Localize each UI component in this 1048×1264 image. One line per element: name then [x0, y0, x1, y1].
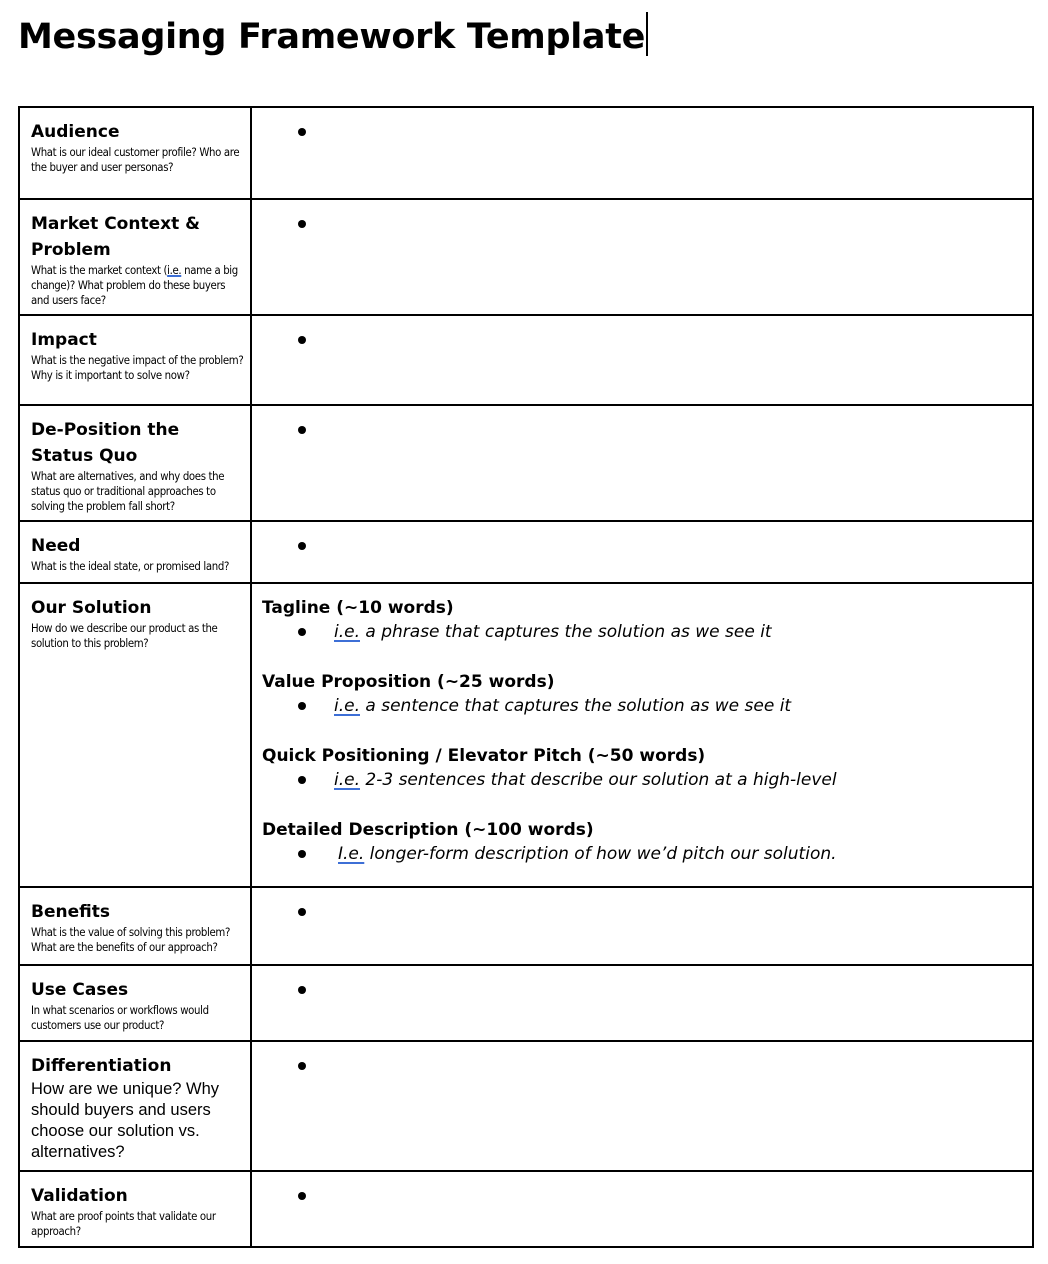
row-description-pre: What is the market context (: [31, 264, 168, 277]
bullet-text: longer-form description of how we’d pitch our solution.: [364, 844, 837, 864]
table-row-status-quo: [19, 405, 1033, 521]
document-title-text[interactable]: Messaging Framework Template: [18, 17, 646, 57]
content-cell-status-quo[interactable]: [251, 405, 1033, 521]
row-description: How do we describe our product as the solution to this problem?: [31, 622, 218, 650]
bullet-icon: [298, 850, 306, 858]
row-title: Market Context & Problem: [31, 214, 200, 260]
label-cell-differentiation[interactable]: [19, 1041, 251, 1171]
solution-section-detailed-description: [262, 818, 1022, 866]
table-row-market-context: [19, 199, 1033, 315]
bullet-item[interactable]: [262, 328, 1022, 352]
bullet-item[interactable]: [262, 842, 1022, 866]
content-cell-audience[interactable]: [251, 107, 1033, 199]
label-cell-status-quo[interactable]: [19, 405, 251, 521]
bullet-icon: [298, 1062, 306, 1070]
row-title: Our Solution: [31, 598, 152, 618]
ie-link[interactable]: i.e.: [334, 696, 360, 716]
bullet-icon: [298, 702, 306, 710]
content-cell-need[interactable]: [251, 521, 1033, 583]
table-row-need: [19, 521, 1033, 583]
row-description-post: name a big change)? What problem do these buyers and users face?: [31, 264, 238, 307]
table-row-use-cases: [19, 965, 1033, 1041]
table-row-benefits: [19, 887, 1033, 965]
section-heading: Value Proposition (~25 words): [262, 672, 555, 692]
row-description: [31, 263, 244, 308]
bullet-icon: [298, 426, 306, 434]
bullet-item[interactable]: [262, 620, 1022, 644]
bullet-icon: [298, 542, 306, 550]
bullet-text: 2-3 sentences that describe our solution at a high-level: [360, 770, 837, 790]
bullet-icon: [298, 128, 306, 136]
row-description: What is our ideal customer profile? Who are the buyer and user personas?: [31, 146, 240, 174]
table-row-impact: [19, 315, 1033, 405]
label-cell-our-solution[interactable]: [19, 583, 251, 887]
ie-link[interactable]: i.e.: [167, 264, 182, 277]
bullet-item[interactable]: [262, 1054, 1022, 1078]
section-heading: Detailed Description (~100 words): [262, 820, 594, 840]
content-cell-impact[interactable]: [251, 315, 1033, 405]
row-title: Audience: [31, 122, 120, 142]
bullet-text: a sentence that captures the solution as we see it: [360, 696, 792, 716]
bullet-icon: [298, 220, 306, 228]
row-description: What is the value of solving this problem? What are the benefits of our approach?: [31, 926, 230, 954]
bullet-item[interactable]: [262, 418, 1022, 442]
label-cell-use-cases[interactable]: [19, 965, 251, 1041]
bullet-icon: [298, 1192, 306, 1200]
bullet-item[interactable]: [262, 768, 1022, 792]
text-cursor: [646, 12, 648, 56]
label-cell-audience[interactable]: [19, 107, 251, 199]
table-row-audience: [19, 107, 1033, 199]
solution-section-tagline: [262, 596, 1022, 644]
label-cell-validation[interactable]: [19, 1171, 251, 1247]
section-heading: Quick Positioning / Elevator Pitch (~50 words): [262, 746, 706, 766]
ie-link[interactable]: i.e.: [334, 622, 360, 642]
messaging-framework-table: [18, 106, 1034, 1248]
bullet-item[interactable]: [262, 694, 1022, 718]
table-row-our-solution: [19, 583, 1033, 887]
solution-section-elevator-pitch: [262, 744, 1022, 792]
row-title: Use Cases: [31, 980, 129, 1000]
content-cell-use-cases[interactable]: [251, 965, 1033, 1041]
row-title: Benefits: [31, 902, 110, 922]
row-description: What is the ideal state, or promised land?: [31, 560, 230, 573]
bullet-item[interactable]: [262, 212, 1022, 236]
bullet-item[interactable]: [262, 978, 1022, 1002]
content-cell-benefits[interactable]: [251, 887, 1033, 965]
bullet-icon: [298, 986, 306, 994]
row-title: Impact: [31, 330, 97, 350]
content-cell-market-context[interactable]: [251, 199, 1033, 315]
row-description: What are alternatives, and why does the status quo or traditional approaches to solving the problem fall short?: [31, 470, 225, 513]
bullet-item[interactable]: [262, 1184, 1022, 1208]
solution-section-value-proposition: [262, 670, 1022, 718]
bullet-item[interactable]: [262, 120, 1022, 144]
label-cell-market-context[interactable]: [19, 199, 251, 315]
document-title[interactable]: [18, 12, 648, 60]
row-description: How are we unique? Why should buyers and users choose our solution vs. alternatives?: [31, 1080, 220, 1161]
bullet-icon: [298, 908, 306, 916]
content-cell-differentiation[interactable]: [251, 1041, 1033, 1171]
row-title: Need: [31, 536, 81, 556]
content-cell-validation[interactable]: [251, 1171, 1033, 1247]
bullet-item[interactable]: [262, 900, 1022, 924]
row-title: Validation: [31, 1186, 128, 1206]
table-row-differentiation: [19, 1041, 1033, 1171]
label-cell-impact[interactable]: [19, 315, 251, 405]
bullet-icon: [298, 776, 306, 784]
bullet-icon: [298, 336, 306, 344]
label-cell-need[interactable]: [19, 521, 251, 583]
section-heading: Tagline (~10 words): [262, 598, 454, 618]
row-description: What are proof points that validate our approach?: [31, 1210, 216, 1238]
ie-link[interactable]: I.e.: [338, 844, 365, 864]
bullet-text: a phrase that captures the solution as we see it: [360, 622, 772, 642]
row-description: What is the negative impact of the problem? Why is it important to solve now?: [31, 354, 244, 382]
row-description: In what scenarios or workflows would customers use our product?: [31, 1004, 209, 1032]
table-row-validation: [19, 1171, 1033, 1247]
content-cell-our-solution[interactable]: [251, 583, 1033, 887]
row-title: De-Position the Status Quo: [31, 420, 180, 466]
row-title: Differentiation: [31, 1056, 172, 1076]
bullet-icon: [298, 628, 306, 636]
bullet-item[interactable]: [262, 534, 1022, 558]
ie-link[interactable]: i.e.: [334, 770, 360, 790]
label-cell-benefits[interactable]: [19, 887, 251, 965]
